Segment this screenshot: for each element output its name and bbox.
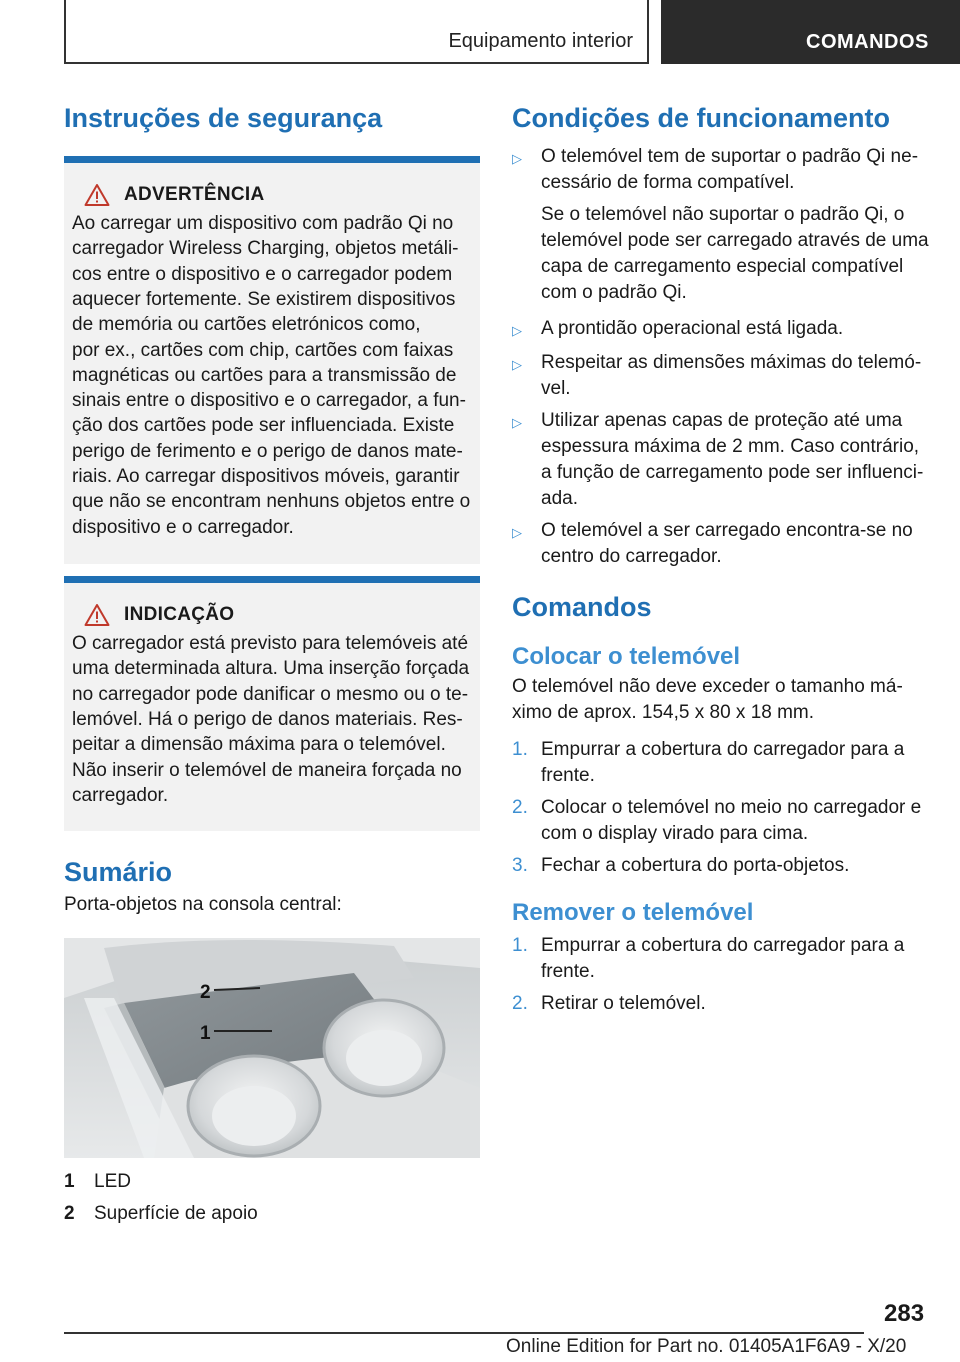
notice-header xyxy=(84,603,472,627)
condition-text: O telemóvel a ser carregado encontra-se no centro do carregador. xyxy=(541,520,913,568)
footer-edition: Online Edition for Part no. 01405A1F6A9 - X/20 xyxy=(506,1336,907,1357)
step-item xyxy=(512,795,932,847)
box-text-line: riais. Ao carregar dispositivos móveis, garantir xyxy=(72,466,460,488)
box-text-line: carregador. xyxy=(72,784,169,806)
triangle-bullet-icon: ▷ xyxy=(512,357,522,373)
condition-text: O telemóvel tem de suportar o padrão Qi ne- cessário de forma compatível. xyxy=(541,146,919,194)
notice-box xyxy=(64,576,480,831)
condition-item xyxy=(512,350,932,402)
triangle-bullet-icon: ▷ xyxy=(512,525,522,541)
legend-number: 2 xyxy=(64,1202,75,1224)
box-text-line: sinais entre o dispositivo e o carregador, a fun- xyxy=(72,390,466,412)
place-phone-title: Colocar o telemóvel xyxy=(512,643,741,671)
box-text-line: magnéticas ou cartões para a transmissão de xyxy=(72,364,457,386)
controls-title: Comandos xyxy=(512,592,652,623)
console-photo xyxy=(64,938,480,1158)
condition-text: Utilizar apenas capas de proteção até uma espessura máxima de 2 mm. Caso contrário, a função de carregamento pode ser influenci- ada. xyxy=(541,410,924,510)
box-text-line: por ex., cartões com chip, cartões com faixas xyxy=(72,339,454,361)
step-item xyxy=(512,933,932,985)
box-text-line: O carregador está previsto para telemóveis até xyxy=(72,633,469,655)
footer-divider xyxy=(64,1332,864,1334)
condition-text: A prontidão operacional está ligada. xyxy=(541,318,844,340)
box-text-line: peitar a dimensão máxima para o telemóvel. xyxy=(72,734,446,756)
box-text-line: de memória ou cartões eletrónicos como, xyxy=(72,314,421,336)
header-chapter-label: COMANDOS xyxy=(806,31,929,53)
condition-text: Respeitar as dimensões máximas do telemó- vel. xyxy=(541,352,922,400)
conditions-list xyxy=(512,144,932,570)
notice-text xyxy=(72,631,472,808)
warning-header xyxy=(84,183,472,207)
place-phone-text: O telemóvel não deve exceder o tamanho má- ximo de aprox. 154,5 x 80 x 18 mm. xyxy=(512,676,903,723)
triangle-bullet-icon: ▷ xyxy=(512,415,522,431)
warning-triangle-icon xyxy=(84,603,110,627)
left-column xyxy=(64,96,480,1230)
conditions-title: Condições de funcionamento xyxy=(512,103,891,133)
step-number: 3. xyxy=(512,855,528,877)
step-item xyxy=(512,737,932,789)
header-section-tab xyxy=(64,0,649,64)
box-text-line: uma determinada altura. Uma inserção forçada xyxy=(72,658,470,680)
legend-label: Superfície de apoio xyxy=(94,1202,258,1224)
step-number: 2. xyxy=(512,992,528,1014)
legend-item xyxy=(64,1166,480,1198)
right-column xyxy=(512,96,932,1023)
warning-text xyxy=(72,211,472,540)
box-text-line: Não inserir o telemóvel de maneira forçada no xyxy=(72,759,462,781)
warning-title: ADVERTÊNCIA xyxy=(124,184,265,206)
condition-item xyxy=(512,144,932,196)
photo-callout-1: 1 xyxy=(200,1022,211,1044)
header-chapter-tab xyxy=(661,0,960,64)
legend-label: LED xyxy=(94,1170,131,1192)
step-number: 2. xyxy=(512,797,528,819)
step-number: 1. xyxy=(512,739,528,761)
box-text-line: ção dos cartões pode ser influenciada. Existe xyxy=(72,415,455,437)
box-text-line: cos entre o dispositivo e o carregador podem xyxy=(72,263,453,285)
step-text: Empurrar a cobertura do carregador para a frente. xyxy=(541,934,905,982)
header-section-label: Equipamento interior xyxy=(448,30,633,52)
box-text-line: que não se encontram nenhuns objetos entre o xyxy=(72,491,471,513)
step-text: Colocar o telemóvel no meio no carregador e com o display virado para cima. xyxy=(541,797,922,845)
console-illustration xyxy=(64,938,480,1158)
box-text-line: no carregador pode danificar o mesmo ou o te- xyxy=(72,683,469,705)
notice-title: INDICAÇÃO xyxy=(124,604,235,626)
step-number: 1. xyxy=(512,934,528,956)
triangle-bullet-icon: ▷ xyxy=(512,323,522,339)
summary-text: Porta-objetos na consola central: xyxy=(64,894,342,916)
photo-legend xyxy=(64,1166,480,1230)
triangle-bullet-icon: ▷ xyxy=(512,151,522,167)
condition-item xyxy=(512,518,932,570)
legend-number: 1 xyxy=(64,1170,75,1192)
remove-steps xyxy=(512,933,932,1017)
legend-item xyxy=(64,1198,480,1230)
condition-item xyxy=(512,316,932,344)
box-text-line: dispositivo e o carregador. xyxy=(72,516,294,538)
remove-phone-title: Remover o telemóvel xyxy=(512,899,754,927)
step-item xyxy=(512,991,932,1017)
condition-item xyxy=(512,408,932,512)
warning-box xyxy=(64,156,480,564)
box-text-line: carregador Wireless Charging, objetos metáli- xyxy=(72,238,459,260)
summary-title: Sumário xyxy=(64,857,173,888)
step-text: Empurrar a cobertura do carregador para a frente. xyxy=(541,739,905,787)
warning-triangle-icon xyxy=(84,183,110,207)
step-item xyxy=(512,853,932,879)
place-steps xyxy=(512,737,932,879)
box-text-line: aquecer fortemente. Se existirem dispositivos xyxy=(72,288,456,310)
condition-note: Se o telemóvel não suportar o padrão Qi, o telemóvel pode ser carregado através de uma capa de carregamento especial compatível com o padrão Qi. xyxy=(541,204,929,304)
box-text-line: Ao carregar um dispositivo com padrão Qi no xyxy=(72,213,454,235)
step-text: Retirar o telemóvel. xyxy=(541,992,706,1014)
step-text: Fechar a cobertura do porta-objetos. xyxy=(541,855,850,877)
safety-title: Instruções de segurança xyxy=(64,103,383,133)
box-text-line: lemóvel. Há o perigo de danos materiais. Res- xyxy=(72,708,463,730)
box-text-line: perigo de ferimento e o perigo de danos mate- xyxy=(72,440,463,462)
photo-callout-2: 2 xyxy=(200,981,211,1003)
page-number: 283 xyxy=(884,1300,925,1327)
